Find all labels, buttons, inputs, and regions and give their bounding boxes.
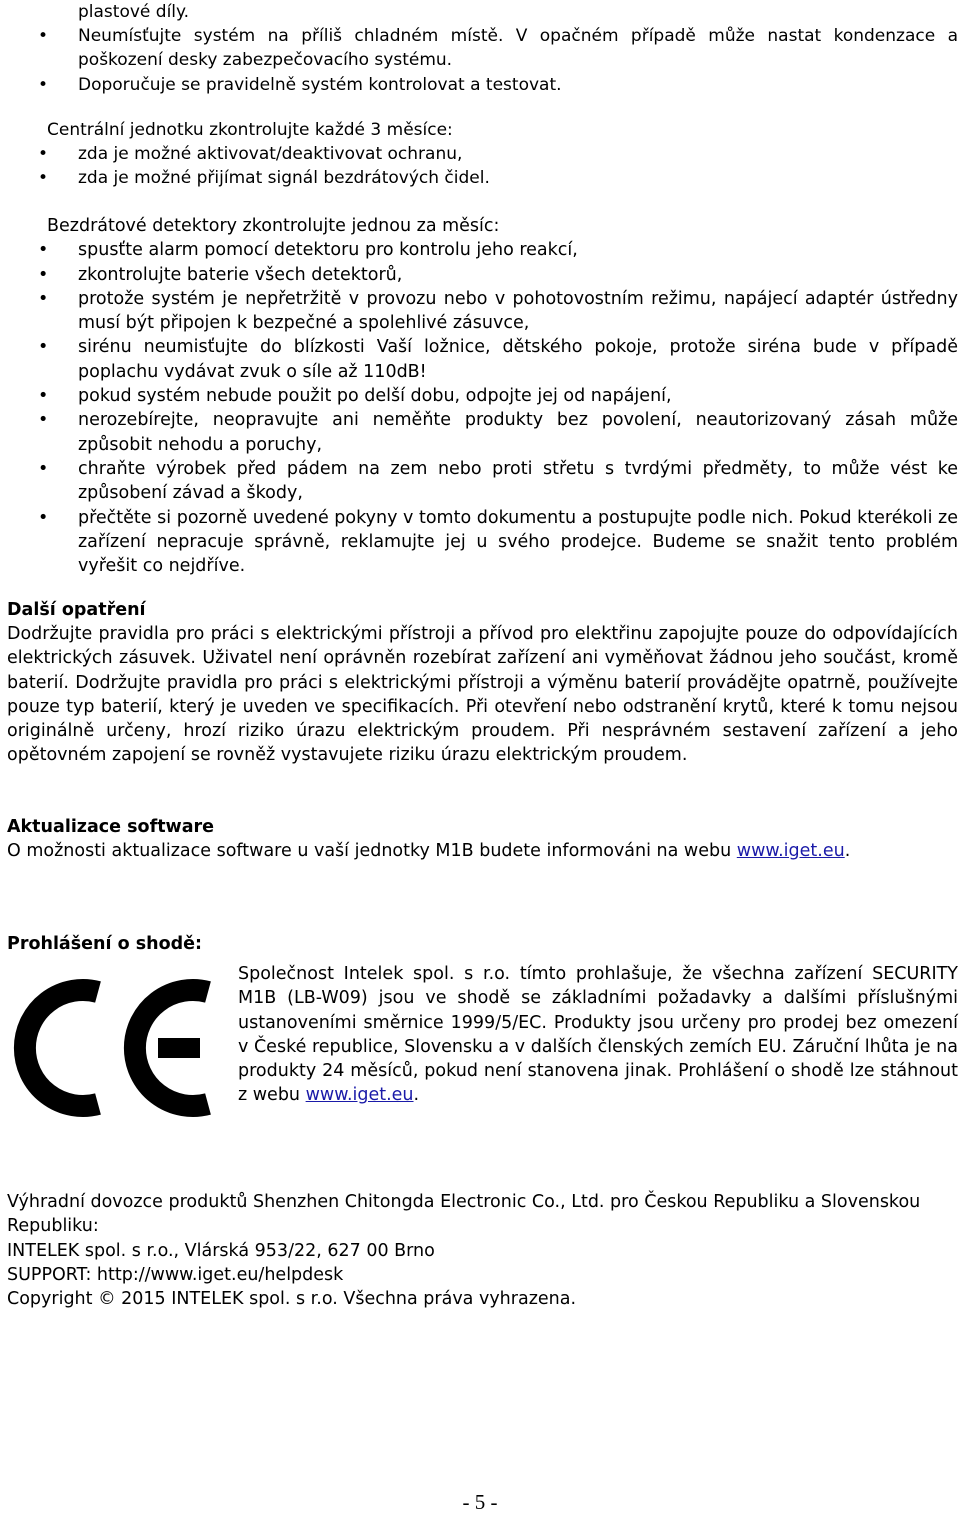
top-bullet-list	[0, 0, 958, 97]
list-item	[0, 287, 958, 336]
list-item-text: zda je možné aktivovat/deaktivovat ochranu,	[78, 144, 463, 165]
detectors-intro: Bezdrátové detektory zkontrolujte jednou za měsíc:	[47, 216, 500, 236]
conformity-heading: Prohlášení o shodě:	[7, 934, 202, 954]
iget-link[interactable]: www.iget.eu	[736, 841, 845, 861]
list-item	[0, 263, 958, 287]
conformity-text-block	[238, 962, 958, 1108]
list-item	[0, 166, 958, 190]
list-item-text: Doporučuje se pravidelně systém kontrolovat a testovat.	[78, 74, 562, 95]
importer-info	[7, 1190, 958, 1311]
list-item	[0, 506, 958, 579]
importer-line: Výhradní dovozce produktů Shenzhen Chitongda Electronic Co., Ltd. pro Českou Republiku a Slovenskou Republiku:	[7, 1192, 921, 1237]
list-item	[0, 408, 958, 457]
support-line: SUPPORT: http://www.iget.eu/helpdesk	[7, 1264, 344, 1285]
list-item	[0, 238, 958, 262]
ce-mark-icon	[10, 968, 220, 1128]
central-unit-section	[0, 118, 958, 191]
list-item-text: chraňte výrobek před pádem na zem nebo proti střetu s tvrdými předměty, to může vést ke způsobení závad a škody,	[78, 458, 958, 504]
conformity-text	[238, 962, 958, 1108]
period: .	[413, 1085, 420, 1106]
copyright-line: Copyright © 2015 INTELEK spol. s r.o. Všechna práva vyhrazena.	[7, 1289, 577, 1310]
address-line: INTELEK spol. s r.o., Vlárská 953/22, 627 00 Brno	[7, 1240, 435, 1261]
iget-link[interactable]: www.iget.eu	[305, 1085, 414, 1106]
central-unit-intro: Centrální jednotku zkontrolujte každé 3 měsíce:	[47, 120, 453, 140]
detectors-section	[0, 214, 958, 578]
list-item-text: protože systém je nepřetržitě v provozu nebo v pohotovostním režimu, napájecí adaptér ústředny musí být připojen k bezpečné a spolehlivé zásuvce,	[78, 288, 958, 334]
list-item-text: zkontrolujte baterie všech detektorů,	[78, 264, 403, 285]
list-item-text: pokud systém nebude použit po delší dobu, odpojte jej od napájení,	[78, 386, 672, 407]
list-item-text: nerozebírejte, neopravujte ani neměňte produkty bez povolení, neautorizovaný zásah může způsobit nehodu a poruchy,	[78, 410, 958, 455]
list-item-text: přečtěte si pozorně uvedené pokyny v tomto dokumentu a postupujte podle nich. Pokud kterékoli ze zařízení nepracuje správně, reklamujte jej u svého prodejce. Budeme se snažit tento problém vyřešit co nejdříve.	[78, 507, 958, 577]
list-item-text: zda je možné přijímat signál bezdrátových čidel.	[78, 168, 490, 189]
list-item-text: Neumísťujte systém na příliš chladném místě. V opačném případě může nastat kondenzace a poškození desky zabezpečovacího systému.	[78, 26, 958, 71]
list-item	[0, 142, 958, 166]
list-item	[0, 73, 958, 97]
software-update-section	[7, 815, 958, 863]
ce-mark-logo	[10, 968, 220, 1128]
software-update-sentence: O možnosti aktualizace software u vaší jednotky M1B budete informováni na webu	[7, 841, 732, 861]
list-item	[0, 24, 958, 72]
conformity-sentence: Společnost Intelek spol. s r.o. tímto prohlašuje, že všechna zařízení SECURITY M1B (LB-W09) jsou ve shodě se základními požadavky a dalšími příslušnými ustanoveními směrnice 1999/5/EC. Produkty jsou určeny pro prodej bez omezení v České republice, Slovensku a v dalších členských zemích EU. Záruční lhůta je na produkty 24 měsíců, pokud není stanovena jinak. Prohlášení o shodě lze stáhnout z webu	[238, 964, 958, 1106]
list-item-text: plastové díly.	[78, 2, 190, 22]
conformity-heading-block	[7, 932, 960, 956]
list-item-continuation	[0, 0, 958, 24]
list-item-text: sirénu neumisťujte do blízkosti Vaší ložnice, dětského pokoje, protože siréna bude v případě poplachu vydávat zvuk o síle až 110dB!	[78, 337, 958, 382]
further-measures-heading: Další opatření	[7, 600, 146, 620]
list-item	[0, 384, 958, 408]
further-measures-section	[7, 598, 958, 768]
software-update-text	[7, 839, 958, 863]
software-update-heading: Aktualizace software	[7, 817, 215, 837]
period: .	[844, 841, 851, 861]
list-item	[0, 457, 958, 506]
list-item-text: spusťte alarm pomocí detektoru pro kontrolu jeho reakcí,	[78, 240, 578, 261]
further-measures-text: Dodržujte pravidla pro práci s elektrickými přístroji a přívod pro elektřinu zapojujte pouze do odpovídajících elektrických zásuvek. Uživatel není oprávněn rozebírat zařízení ani vyměňovat žádnou jeho součást, kromě baterií. Dodržujte pravidla pro práci s elektrickými přístroji a výměnu baterií provádějte opatrně, používejte pouze typ baterií, který je uveden ve specifikacích. Při otevření nebo odstranění krytů, které k tomu nejsou originálně určeny, hrozí riziko úrazu elektrickým proudem. Při nesprávném sestavení zařízení a jeho opětovném zapojení se rovněž vystavujete riziku úrazu elektrickým proudem.	[7, 624, 958, 766]
list-item	[0, 335, 958, 384]
page-number: - 5 -	[462, 1490, 498, 1514]
